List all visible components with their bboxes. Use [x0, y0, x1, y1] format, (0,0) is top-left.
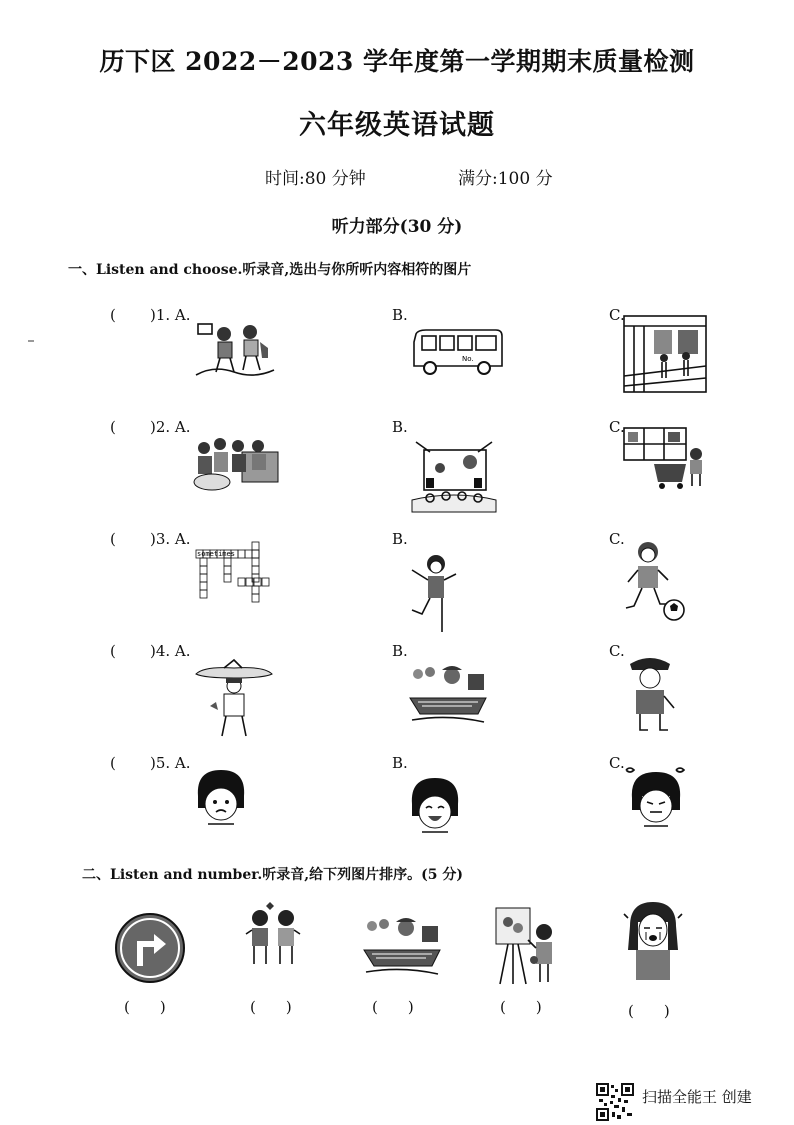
- cinema-screen-icon[interactable]: [408, 440, 500, 518]
- question-label: )5. A.: [150, 754, 191, 772]
- option-label: B.: [392, 754, 408, 772]
- answer-paren[interactable]: (: [110, 642, 116, 660]
- part-title: 听力部分(30 分): [331, 217, 463, 237]
- fisherman-boat-icon[interactable]: [362, 916, 442, 982]
- police-officer-icon[interactable]: [624, 652, 676, 738]
- option-label: C.: [609, 418, 625, 436]
- two-kids-icon[interactable]: [244, 900, 304, 974]
- crossword-icon[interactable]: [194, 544, 268, 606]
- order-paren[interactable]: ( ): [250, 998, 292, 1016]
- order-paren[interactable]: ( ): [500, 998, 542, 1016]
- option-label: B.: [392, 418, 408, 436]
- footer-text: 扫描全能王 创建: [642, 1088, 752, 1106]
- option-label: C.: [609, 754, 625, 772]
- option-label: C.: [609, 306, 625, 324]
- answer-paren[interactable]: (: [110, 306, 116, 324]
- option-label: C.: [609, 530, 625, 548]
- order-paren[interactable]: ( ): [372, 998, 414, 1016]
- exam-time: 时间:80 分钟: [265, 169, 366, 189]
- supermarket-cart-icon[interactable]: [624, 428, 708, 494]
- option-label: B.: [392, 642, 408, 660]
- exam-subtitle: 六年级英语试题: [299, 110, 495, 141]
- kungfu-boy-icon[interactable]: [408, 552, 458, 638]
- answer-paren[interactable]: (: [110, 530, 116, 548]
- painting-girl-icon[interactable]: [490, 904, 560, 990]
- section2-title: 二、Listen and number.听录音,给下列图片排序。(5 分): [82, 867, 463, 883]
- option-label: C.: [609, 642, 625, 660]
- question-label: )2. A.: [150, 418, 191, 436]
- exam-title: 历下区 2022－2023 学年度第一学期期末质量检测: [99, 47, 695, 76]
- question-label: )4. A.: [150, 642, 191, 660]
- question-label: )1. A.: [150, 306, 191, 324]
- qr-code-icon: [596, 1083, 634, 1125]
- crossword-letters: sometimes: [197, 550, 235, 558]
- answer-paren[interactable]: (: [110, 418, 116, 436]
- order-paren[interactable]: ( ): [628, 1002, 670, 1020]
- kids-walking-icon[interactable]: [194, 320, 276, 386]
- svg-text:No.: No.: [462, 355, 474, 363]
- football-boy-icon[interactable]: [624, 540, 686, 626]
- option-label: B.: [392, 306, 408, 324]
- family-living-room-icon[interactable]: [194, 432, 280, 498]
- order-paren[interactable]: ( ): [124, 998, 166, 1016]
- question-label: )3. A.: [150, 530, 191, 548]
- section1-title: 一、Listen and choose.听录音,选出与你所听内容相符的图片: [68, 262, 472, 278]
- turn-right-sign-icon[interactable]: [114, 912, 186, 988]
- margin-mark: [28, 340, 34, 342]
- answer-paren[interactable]: (: [110, 754, 116, 772]
- option-label: B.: [392, 530, 408, 548]
- crying-girl-icon[interactable]: [622, 900, 684, 986]
- sad-girl-icon[interactable]: [194, 768, 248, 834]
- angry-girl-icon[interactable]: [624, 764, 688, 838]
- pilot-icon[interactable]: [194, 656, 274, 742]
- exam-score: 满分:100 分: [458, 169, 553, 189]
- happy-girl-icon[interactable]: [408, 776, 462, 842]
- subway-station-icon[interactable]: [624, 316, 706, 396]
- fisherman-boat-icon[interactable]: [408, 664, 488, 730]
- bus-icon[interactable]: [408, 328, 504, 382]
